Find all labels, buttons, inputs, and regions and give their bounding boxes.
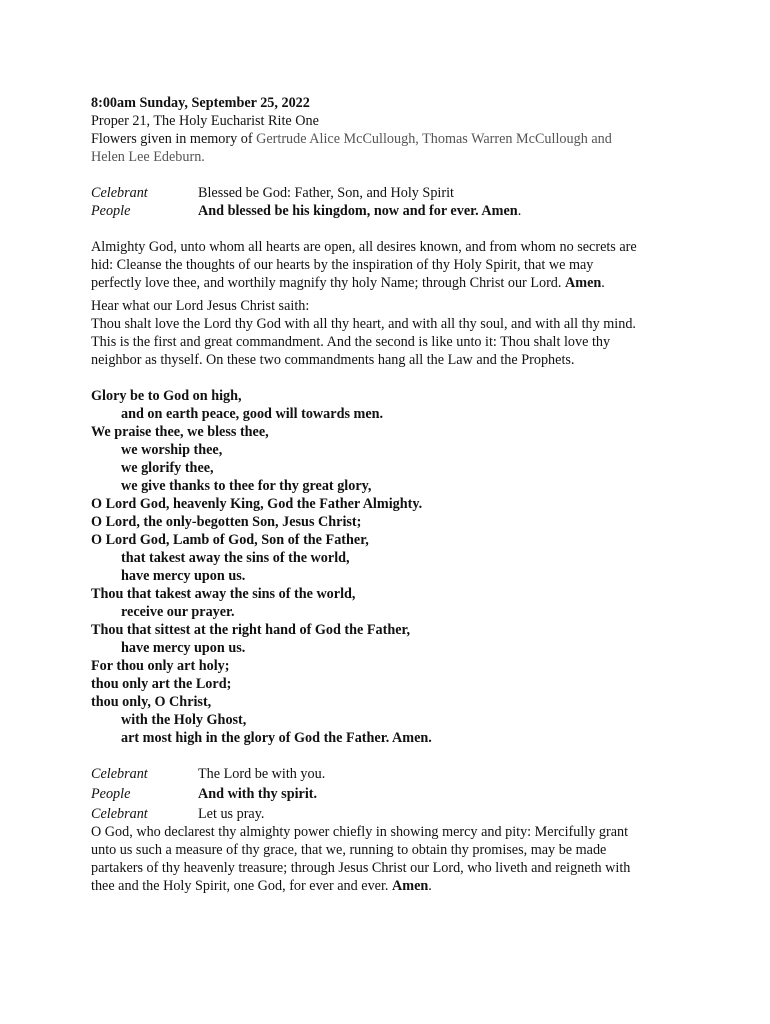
bulletin-page — [91, 94, 691, 895]
collect-line: unto us such a measure of thy grace, that we, running to obtain thy promises, may be made — [91, 842, 607, 858]
gloria-line: have mercy upon us. — [121, 568, 246, 584]
salutation-celebrant-pray — [91, 805, 691, 823]
gloria-line: we glorify thee, — [121, 460, 214, 476]
gloria-line: Thou that takest away the sins of the world, — [91, 586, 356, 602]
gloria-line: that takest away the sins of the world, — [121, 550, 350, 566]
opening-acclamation-people: People And blessed be his kingdom, now and for ever. Amen . — [91, 203, 522, 219]
acclamation-text: Blessed be God: Father, Son, and Holy Spirit — [198, 185, 454, 201]
gloria-line: O Lord God, heavenly King, God the Father Almighty. — [91, 496, 423, 512]
role-label: Celebrant — [91, 766, 148, 782]
flowers-names-cont: Helen Lee Edeburn. — [91, 149, 205, 165]
salutation-celebrant — [91, 765, 691, 783]
gloria-line: For thou only art holy; — [91, 658, 230, 674]
role-label: Celebrant — [91, 806, 148, 822]
gloria-line: with the Holy Ghost, — [121, 712, 247, 728]
law-line: Hear what our Lord Jesus Christ saith: — [91, 298, 310, 314]
gloria-line: thou only art the Lord; — [91, 676, 232, 692]
gloria-line: Glory be to God on high, — [91, 388, 242, 404]
gloria-line: We praise thee, we bless thee, — [91, 424, 269, 440]
salutation-text: Let us pray. — [198, 806, 265, 822]
gloria-line: and on earth peace, good will towards men. — [121, 406, 384, 422]
collect-of-the-day — [91, 823, 691, 895]
gloria-line: we worship thee, — [121, 442, 223, 458]
gloria-line: have mercy upon us. — [121, 640, 246, 656]
prayer-line: perfectly love thee, and worthily magnify thy holy Name; through Christ our Lord. Amen. — [91, 275, 605, 291]
collect-line: O God, who declarest thy almighty power chiefly in showing mercy and pity: Mercifully grant — [91, 824, 629, 840]
flowers-names: Gertrude Alice McCullough, Thomas Warren McCullough and — [256, 131, 612, 147]
role-label: People — [91, 786, 131, 802]
role-label: People — [91, 203, 131, 219]
law-line: neighbor as thyself. On these two commandments hang all the Law and the Prophets. — [91, 352, 575, 368]
gloria-line: Thou that sittest at the right hand of God the Father, — [91, 622, 411, 638]
gloria-line: art most high in the glory of God the Father. Amen. — [121, 730, 432, 746]
gloria-line: we give thanks to thee for thy great glory, — [121, 478, 372, 494]
gloria — [91, 387, 691, 747]
collect-line: partakers of thy heavenly treasure; through Jesus Christ our Lord, who liveth and reigneth with — [91, 860, 631, 876]
salutation-response: And with thy spirit. — [198, 786, 318, 802]
salutation-text: The Lord be with you. — [198, 766, 326, 782]
collect-line: thee and the Holy Spirit, one God, for ever and ever. Amen. — [91, 878, 432, 894]
gloria-line: O Lord, the only-begotten Son, Jesus Christ; — [91, 514, 362, 530]
law-line: This is the first and great commandment. And the second is like unto it: Thou shalt love thy — [91, 334, 611, 350]
role-label: Celebrant — [91, 185, 148, 201]
gloria-line: receive our prayer. — [121, 604, 235, 620]
amen: Amen — [392, 878, 429, 894]
prayer-line: Almighty God, unto whom all hearts are open, all desires known, and from whom no secrets are — [91, 239, 637, 255]
collect-for-purity — [91, 238, 691, 292]
salutation-people — [91, 785, 691, 803]
opening-acclamation-celebrant — [91, 184, 691, 202]
amen: Amen — [565, 275, 602, 291]
service-date: 8:00am Sunday, September 25, 2022 — [91, 95, 310, 111]
proper-title: Proper 21, The Holy Eucharist Rite One — [91, 113, 319, 129]
acclamation-response: And blessed be his kingdom, now and for ever. Amen — [198, 203, 518, 219]
flowers-prefix: Flowers given in memory of — [91, 131, 257, 147]
flowers-dedication — [91, 130, 691, 148]
salutation — [91, 765, 691, 823]
law-line: Thou shalt love the Lord thy God with all thy heart, and with all thy soul, and with all thy mind. — [91, 316, 636, 332]
summary-of-law — [91, 297, 691, 369]
prayer-line: hid: Cleanse the thoughts of our hearts by the inspiration of thy Holy Spirit, that we may — [91, 257, 594, 273]
gloria-line: thou only, O Christ, — [91, 694, 212, 710]
gloria-line: O Lord God, Lamb of God, Son of the Father, — [91, 532, 369, 548]
